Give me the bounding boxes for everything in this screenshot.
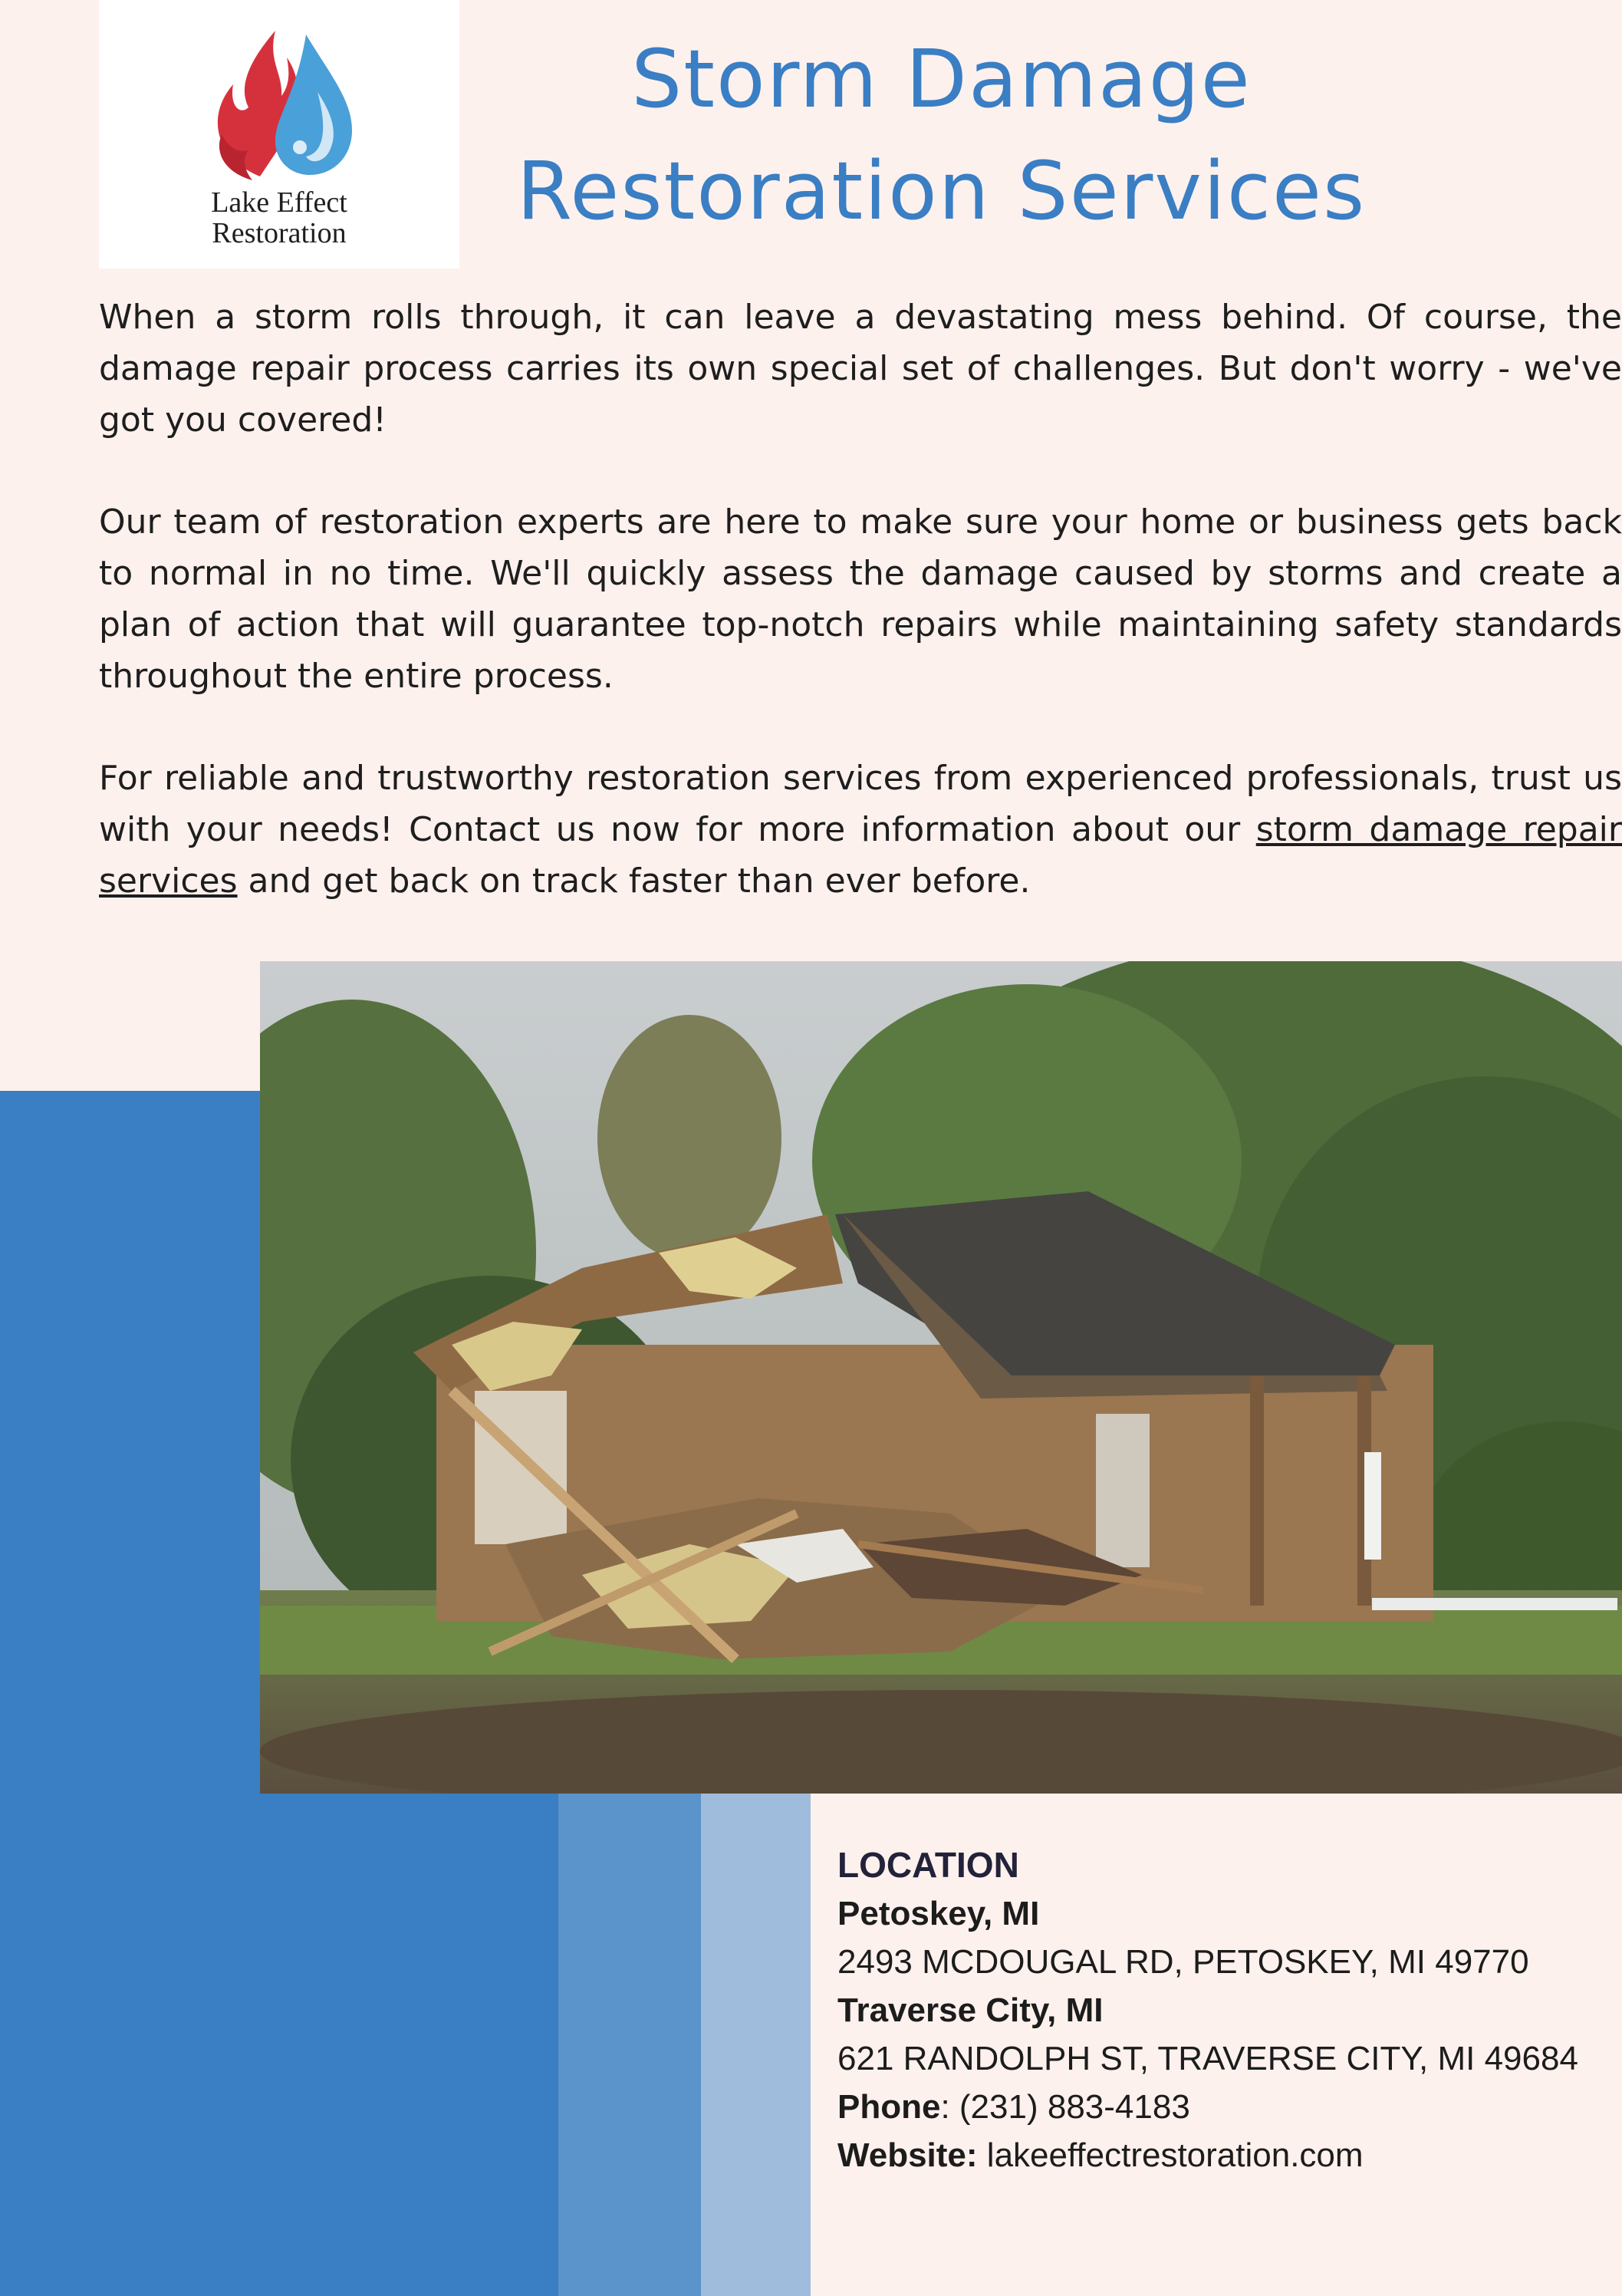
contact-info — [837, 1841, 1612, 2179]
phone-label: Phone — [837, 2088, 941, 2126]
logo-text-line2: Restoration — [212, 217, 347, 249]
location-heading: LOCATION — [837, 1845, 1019, 1885]
storm-damage-photo — [260, 961, 1622, 1794]
phone-line — [837, 2083, 1612, 2131]
paragraph-3-end: and get back on track faster than ever before. — [237, 861, 1031, 901]
paragraph-3 — [99, 753, 1622, 907]
location-2-address: 621 RANDOLPH ST, TRAVERSE CITY, MI 49684 — [837, 2040, 1578, 2077]
location-1-address: 2493 MCDOUGAL RD, PETOSKEY, MI 49770 — [837, 1943, 1529, 1981]
blue-block-light — [701, 1794, 811, 2296]
page-title — [475, 23, 1407, 247]
location-1-name: Petoskey, MI — [837, 1895, 1040, 1932]
website-label: Website: — [837, 2136, 978, 2174]
title-line-1: Storm Damage — [631, 32, 1252, 126]
paragraph-1: When a storm rolls through, it can leave a devastating mess behind. Of course, the damage repair process carries its own special set of challenges. But don't worry - we've got you covered! — [99, 298, 1622, 440]
blue-block-medium — [558, 1794, 701, 2296]
phone-value[interactable]: : (231) 883-4183 — [940, 2088, 1190, 2126]
website-value[interactable]: lakeeffectrestoration.com — [977, 2136, 1364, 2174]
website-line — [837, 2131, 1612, 2179]
location-2-name: Traverse City, MI — [837, 1991, 1104, 2029]
paragraph-3-text: For reliable and trustworthy restoration services from experienced professionals, trust us with your needs! Contact us now for more information about our — [99, 759, 1622, 849]
paragraph-2: Our team of restoration experts are here to make sure your home or business gets back to normal in no time. We'll quickly assess the damage caused by storms and create a plan of action that will guarantee top-notch repairs while maintaining safety standards throughout the entire process. — [99, 502, 1622, 696]
storm-damage-repair-link[interactable]: storm damage repair services — [99, 810, 1622, 901]
logo-text-line1: Lake Effect — [211, 186, 347, 219]
title-line-2: Restoration Services — [516, 144, 1367, 238]
body-text — [99, 292, 1622, 957]
company-logo — [99, 0, 459, 268]
